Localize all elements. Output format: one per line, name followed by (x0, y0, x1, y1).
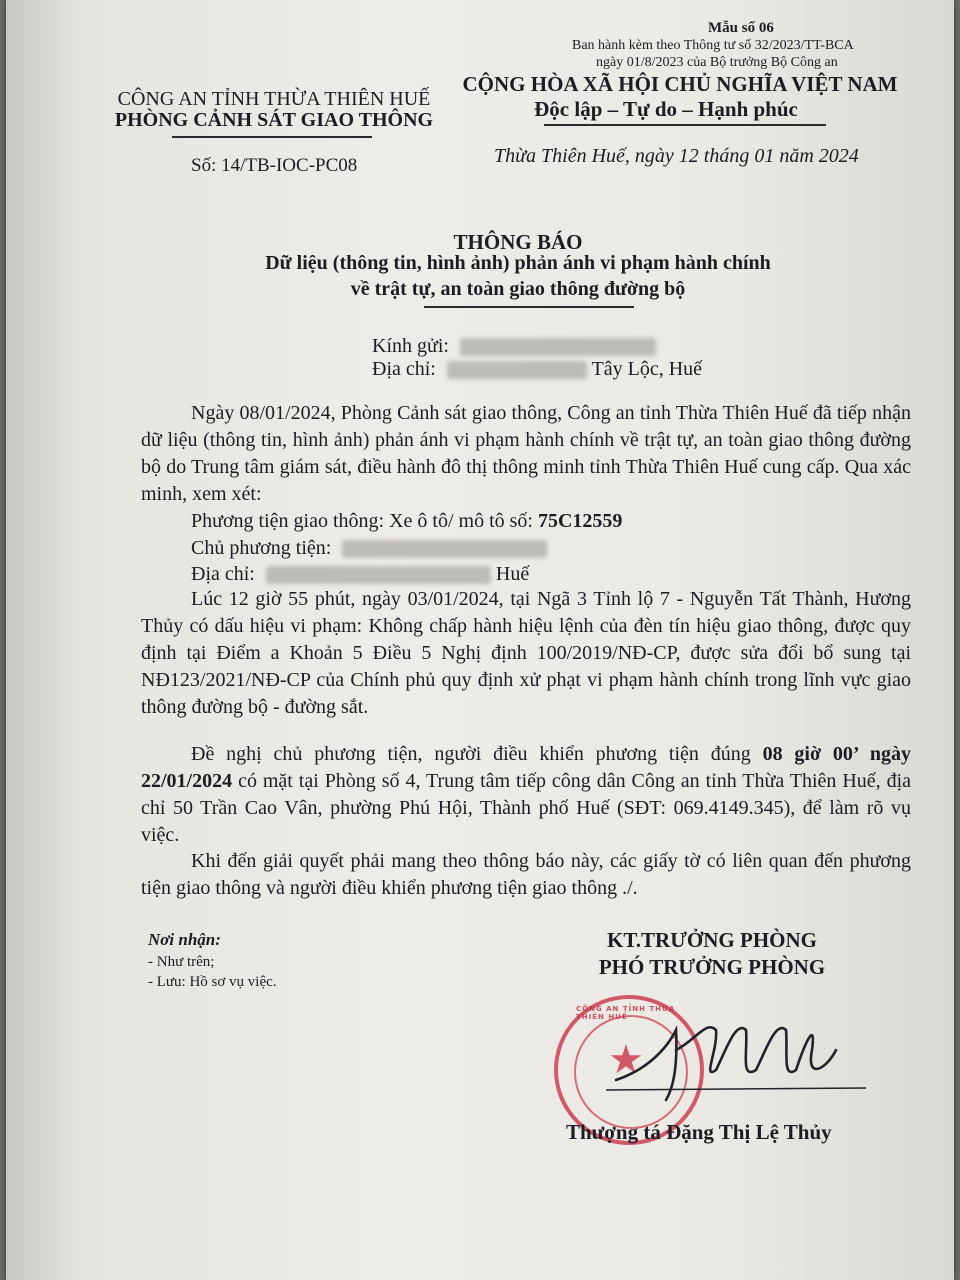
national-motto: Độc lập – Tự do – Hạnh phúc (534, 97, 798, 121)
form-issued-line-2: ngày 01/8/2023 của Bộ trưởng Bộ Công an (596, 55, 838, 70)
form-issued-line-1: Ban hành kèm theo Thông tư số 32/2023/TT-BCA (572, 38, 854, 53)
agency-underline (172, 136, 372, 138)
redacted-recipient-address (447, 361, 587, 379)
redacted-owner-address (266, 566, 491, 584)
star-icon: ★ (608, 1037, 644, 1083)
vehicle-label: Phương tiện giao thông: Xe ô tô/ mô tô số: (191, 510, 533, 532)
redacted-owner-name (342, 540, 547, 558)
nation-name: CỘNG HÒA XÃ HỘI CHỦ NGHĨA VIỆT NAM (462, 72, 898, 96)
vehicle-plate: 75C12559 (537, 510, 623, 532)
form-number: Mẫu số 06 (708, 20, 774, 36)
signer-name: Thượng tá Đặng Thị Lệ Thủy (566, 1120, 832, 1144)
place-and-date: Thừa Thiên Huế, ngày 12 tháng 01 năm 2024 (494, 145, 859, 167)
body-paragraph-4: Khi đến giải quyết phải mang theo thông báo này, các giấy tờ có liên quan đến phương tiện giao thông và người điều khiển phương tiện giao thông ./. (141, 850, 911, 899)
document-page (6, 0, 954, 1280)
owner-address-line (191, 563, 529, 586)
recipient-line (372, 335, 656, 358)
document-subtitle-2: về trật tự, an toàn giao thông đường bộ (350, 278, 686, 300)
department-name: PHÒNG CẢNH SÁT GIAO THÔNG (114, 109, 434, 131)
sign-title-2: PHÓ TRƯỞNG PHÒNG (598, 955, 826, 979)
recipients-item-2: - Lưu: Hồ sơ vụ việc. (148, 974, 277, 990)
agency-name: CÔNG AN TỈNH THỪA THIÊN HUẾ (117, 88, 431, 110)
recipients-label: Nơi nhận: (148, 930, 221, 949)
body-paragraph-3: Đề nghị chủ phương tiện, người điều khiển phương tiện đúng 08 giờ 00’ ngày 22/01/2024 có mặt tại Phòng số 4, Trung tâm tiếp công dân Công an tỉnh Thừa Thiên Huế, địa chỉ 50 Trần Cao Vân, phường Phú Hội, Thành phố Huế (SĐT: 069.4149.345), để làm rõ vụ việc. (141, 743, 912, 846)
recipient-label: Kính gửi: (372, 335, 449, 357)
body-paragraph-2: Lúc 12 giờ 55 phút, ngày 03/01/2024, tại Ngã 3 Tỉnh lộ 7 - Nguyễn Tất Thành, Hương Thủy có dấu hiệu vi phạm: Không chấp hành hiệu lệnh của đèn tín hiệu giao thông, được quy định tại Điểm a Khoản 5 Điều 5 Nghị định 100/2019/NĐ-CP, được sửa đổi bổ sung tại NĐ123/2021/NĐ-CP của Chính phủ quy định xử phạt vi phạm hành chính trong lĩnh vực giao thông đường bộ - đường sắt. (141, 588, 911, 718)
document-subtitle-1: Dữ liệu (thông tin, hình ảnh) phản ánh vi phạm hành chính (265, 252, 771, 274)
vehicle-line (191, 510, 622, 533)
seal-ring-text: CÔNG AN TỈNH THỪA THIÊN HUẾ (576, 1005, 676, 1021)
title-underline (424, 306, 634, 308)
recipients-item-1: - Như trên; (148, 954, 215, 970)
body-paragraph-1: Ngày 08/01/2024, Phòng Cảnh sát giao thông, Công an tỉnh Thừa Thiên Huế đã tiếp nhận dữ liệu (thông tin, hình ảnh) phản ánh vi phạm hành chính về trật tự, an toàn giao thông đường bộ do Trung tâm giám sát, điều hành đô thị thông minh tỉnh Thừa Thiên Huế cung cấp. Qua xác minh, xem xét: (141, 402, 911, 505)
document-number: Số: 14/TB-IOC-PC08 (191, 155, 358, 176)
handwritten-signature (606, 1010, 876, 1110)
recipient-address-label: Địa chỉ: (372, 358, 436, 380)
document-title: THÔNG BÁO (453, 230, 583, 254)
redacted-recipient-name (460, 338, 656, 356)
motto-underline (544, 124, 826, 126)
owner-label: Chủ phương tiện: (191, 537, 332, 559)
owner-line (191, 537, 547, 560)
sign-title-1: KT.TRƯỞNG PHÒNG (607, 928, 817, 952)
appointment-time: 08 giờ 00’ ngày 22/01/2024 (141, 743, 912, 792)
owner-address-label: Địa chỉ: (191, 563, 255, 585)
owner-address-visible: Huế (495, 563, 530, 585)
recipient-address-visible: Tây Lộc, Huế (591, 358, 703, 380)
recipient-address-line (372, 358, 702, 381)
